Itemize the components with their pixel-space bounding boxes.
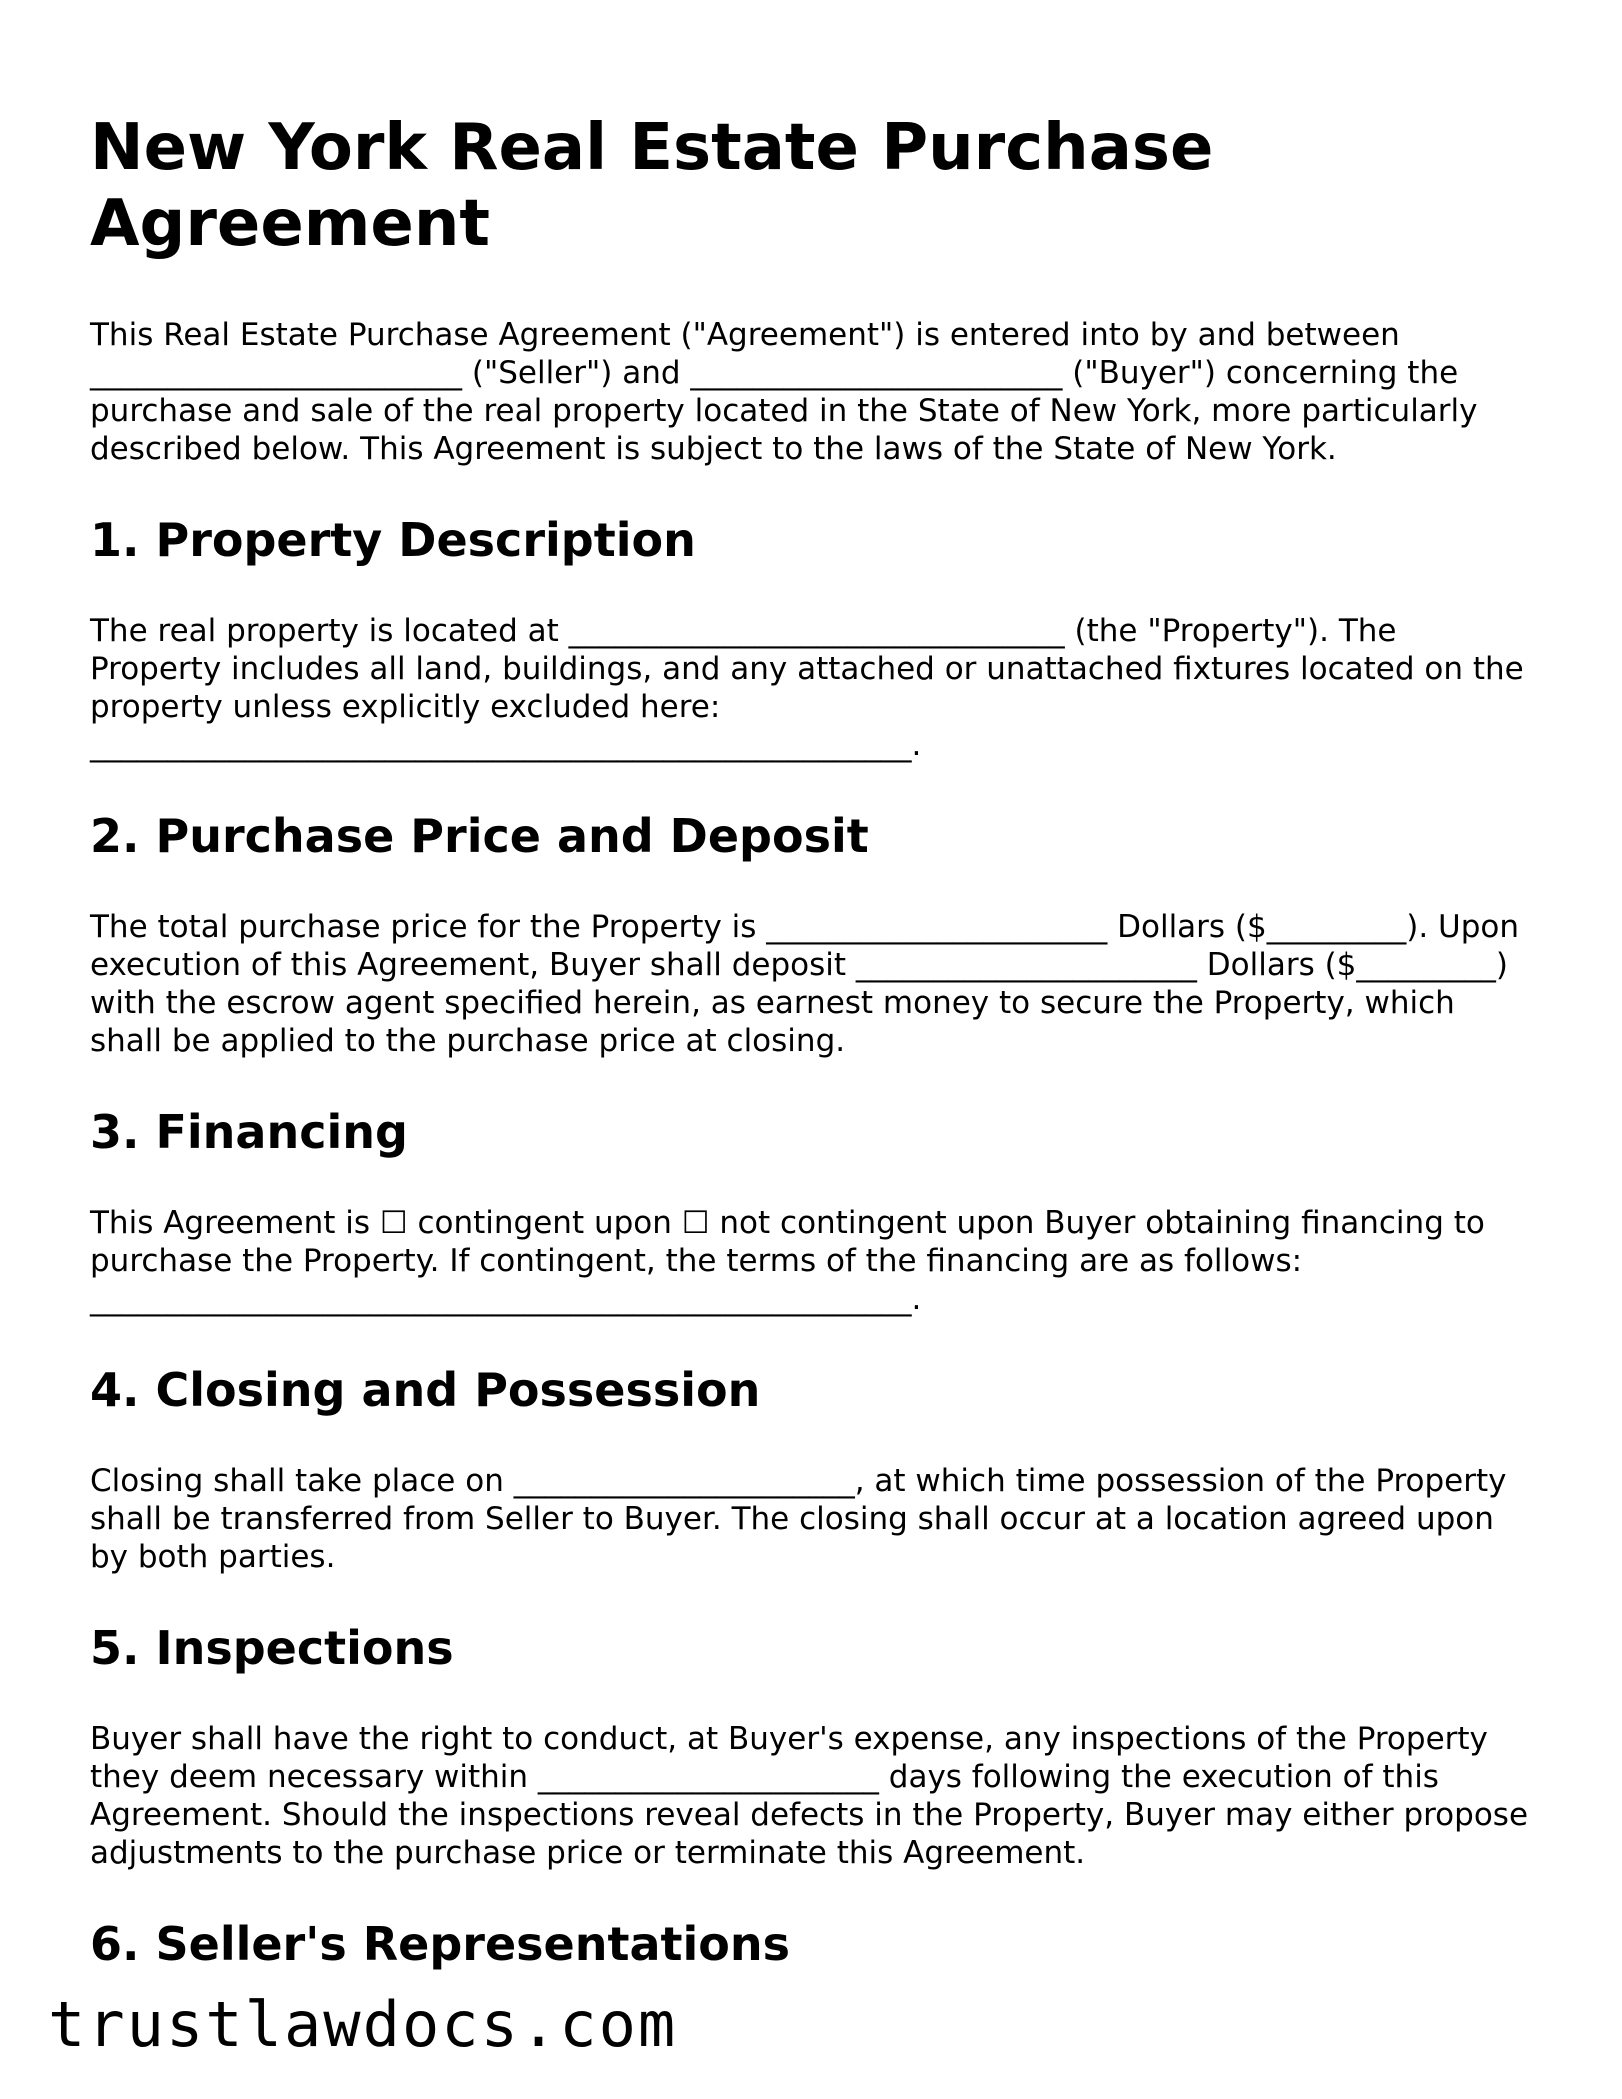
section-body-inspections: Buyer shall have the right to conduct, at Buyer's expense, any inspections of the Property they deem necessary within ______________________ days following the execution of this Agreement. Should the inspections reveal defects in the Property, Buyer may either propose adjustments to the purchase price or terminate this Agreement. (90, 1721, 1529, 1871)
section-heading-financing: 3. Financing (90, 1105, 408, 1159)
section-body-property-description: The real property is located at ________________________________ (the "Property"). The Property includes all land, buildings, and any attached or unattached fixtures located on the property unless explicitly excluded here: _____________________________________________________. (90, 613, 1524, 763)
footer-watermark: trustlawdocs.com (48, 1988, 678, 2061)
section-heading-closing: 4. Closing and Possession (90, 1363, 761, 1417)
intro-paragraph: This Real Estate Purchase Agreement ("Agreement") is entered into by and between ________________________ ("Seller") and ________________________ ("Buyer") concerning the purchase and sale of the real property located in the State of New York, more particularly described below. This Agreement is subject to the laws of the State of New York. (90, 317, 1478, 467)
section-body-financing: This Agreement is ☐ contingent upon ☐ not contingent upon Buyer obtaining financing to purchase the Property. If contingent, the terms of the financing are as follows: _____________________________________________________. (90, 1205, 1485, 1317)
section-heading-inspections: 5. Inspections (90, 1621, 454, 1675)
document-title: New York Real Estate Purchase Agreement (90, 111, 1214, 261)
section-body-purchase-price: The total purchase price for the Property is ______________________ Dollars ($_________). Upon execution of this Agreement, Buyer shall deposit ______________________ Dollars ($_________) with the escrow agent specified herein, as earnest money to secure the Property, which shall be applied to the purchase price at closing. (90, 909, 1520, 1059)
section-heading-purchase-price: 2. Purchase Price and Deposit (90, 809, 869, 863)
document-page (90, 110, 1530, 2016)
section-heading-seller-representations: 6. Seller's Representations (90, 1917, 790, 1971)
section-body-closing: Closing shall take place on ______________________, at which time possession of the Property shall be transferred from Seller to Buyer. The closing shall occur at a location agreed upon by both parties. (90, 1463, 1507, 1575)
section-heading-property-description: 1. Property Description (90, 513, 696, 567)
